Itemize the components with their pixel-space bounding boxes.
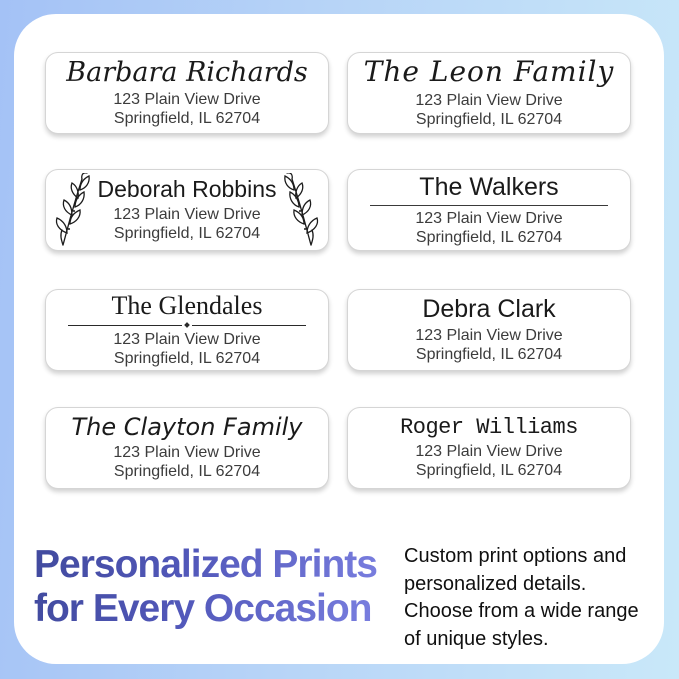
label-address [415,442,562,480]
label-address [113,443,260,481]
label-address [113,90,260,128]
headline [34,543,377,631]
address-label-walkers [347,169,631,251]
label-name: Debra Clark [422,295,556,323]
address-line-1: 123 Plain View Drive [113,91,261,109]
address-line-2: Springfield, IL 62704 [415,346,563,363]
label-name: The Leon Family [363,55,615,89]
diamond-divider [68,323,306,327]
label-address [113,330,260,368]
address-label-glendales [45,289,329,371]
label-name: The Clayton Family [71,412,303,441]
label-name: Deborah Robbins [97,176,277,203]
description-line-4: of unique styles. [404,627,549,650]
address-line-1: 123 Plain View Drive [113,205,261,223]
label-name: The Glendales [111,290,263,320]
label-address [415,209,562,247]
description-line-2: personalized details. [404,572,587,595]
label-address [415,326,562,364]
address-line-2: Springfield, IL 62704 [113,224,261,242]
headline-line-1: Personalized Prints [34,543,377,586]
address-line-1: 123 Plain View Drive [415,327,563,344]
label-name: The Walkers [419,172,559,201]
address-line-2: Springfield, IL 62704 [415,228,563,246]
description-line-3: Choose from a wide range [404,600,639,622]
description-line-1: Custom print options and [404,545,627,567]
address-line-1: 123 Plain View Drive [415,209,563,227]
address-label-debra-clark [347,289,631,371]
address-line-2: Springfield, IL 62704 [415,462,563,480]
address-line-2: Springfield, IL 62704 [113,463,261,481]
divider-line-right [192,325,306,326]
label-address [113,205,260,243]
address-line-2: Springfield, IL 62704 [415,110,563,128]
label-name: Barbara Richards [66,56,308,88]
address-line-1: 123 Plain View Drive [113,331,261,349]
divider-diamond-icon [184,322,190,328]
address-line-2: Springfield, IL 62704 [113,350,261,368]
address-line-1: 123 Plain View Drive [113,444,261,462]
headline-line-2: for Every Occasion [34,587,372,630]
address-label-deborah-robbins [45,169,329,251]
address-line-2: Springfield, IL 62704 [113,110,261,128]
description [404,543,639,653]
address-label-clayton-family [45,407,329,489]
address-label-leon-family [347,52,631,134]
laurel-branch-left-icon [53,173,93,247]
label-address [415,91,562,129]
address-label-barbara-richards [45,52,329,134]
address-line-1: 123 Plain View Drive [415,91,563,109]
laurel-branch-right-icon [281,173,321,247]
divider-line-left [68,325,182,326]
address-line-1: 123 Plain View Drive [415,443,563,461]
underline-divider [370,205,608,206]
label-name: Roger Williams [400,414,578,440]
address-label-roger-williams [347,407,631,489]
